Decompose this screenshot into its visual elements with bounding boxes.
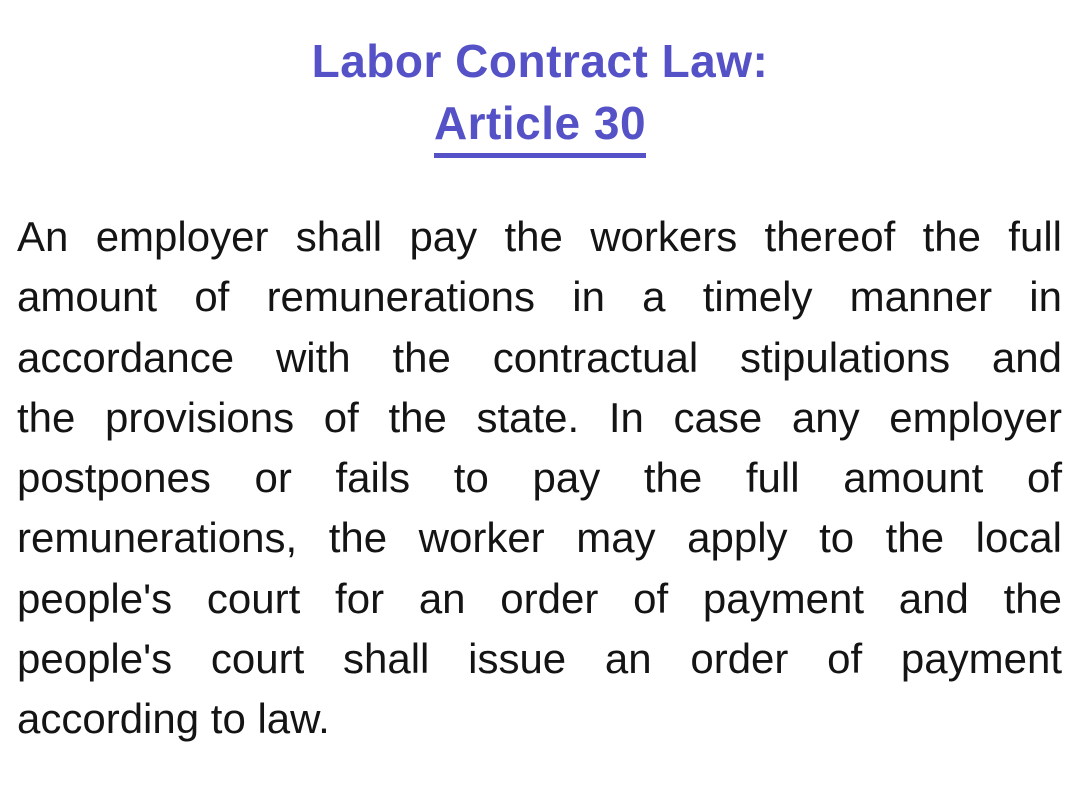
body-line: postpones or fails to pay the full amount of [17, 454, 1062, 502]
body-line: accordance with the contractual stipulations and [17, 333, 1062, 381]
body-line: according to law. [17, 695, 330, 743]
title-line-article [0, 92, 1080, 158]
body-line: the provisions of the state. In case any employer [17, 393, 1062, 441]
body-line: amount of remunerations in a timely manner in [17, 273, 1062, 321]
body-line: people's court shall issue an order of payment [17, 635, 1062, 683]
body-line: people's court for an order of payment and the [17, 574, 1062, 622]
article-number-underlined: Article 30 [434, 96, 646, 158]
article-body [17, 207, 1062, 750]
body-line: An employer shall pay the workers thereof the full [17, 213, 1062, 260]
page-title [0, 30, 1080, 158]
body-line: remunerations, the worker may apply to the local [17, 514, 1062, 562]
title-line-law-name: Labor Contract Law: [311, 35, 769, 87]
